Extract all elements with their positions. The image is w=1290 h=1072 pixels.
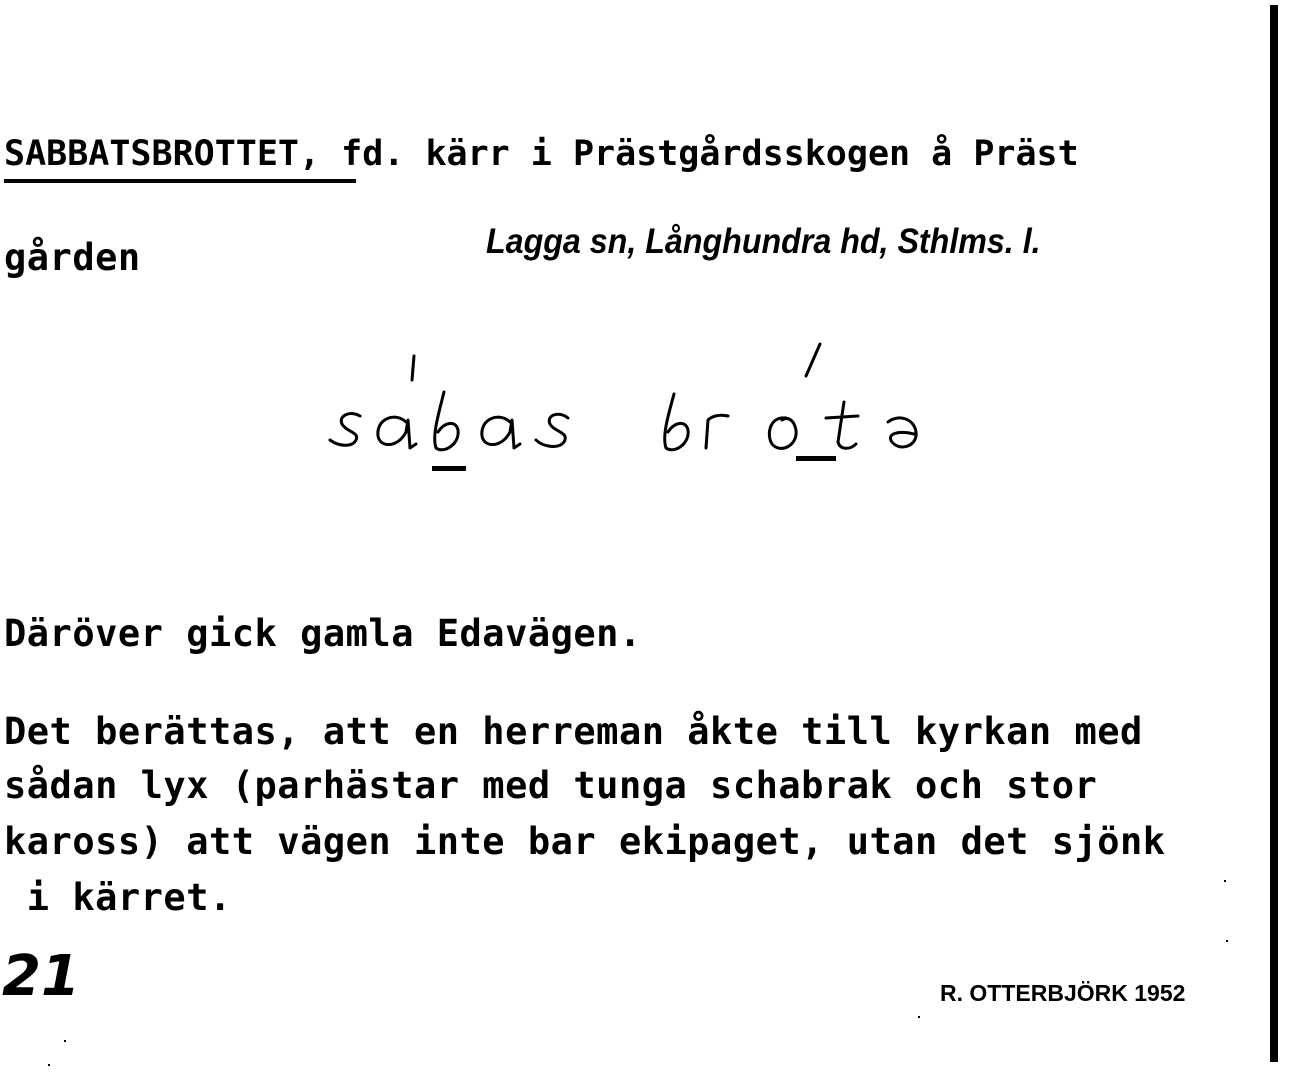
headword-line-2: gården <box>4 236 141 279</box>
body-line-1: Däröver gick gamla Edavägen. <box>4 612 642 655</box>
body-paragraph-line: sådan lyx (parhästar med tunga schabrak och stor <box>4 764 1098 807</box>
headword-line <box>4 134 1079 174</box>
scan-speck <box>918 1016 920 1018</box>
handwritten-number: 21 <box>2 944 80 1009</box>
body-paragraph-line: kaross) att vägen inte bar ekipaget, utan det sjönk <box>4 820 1166 863</box>
collector-stamp: R. OTTERBJÖRK 1952 <box>940 980 1186 1006</box>
body-paragraph-line: Det berättas, att en herreman åkte till kyrkan med <box>4 710 1143 753</box>
headword-description: , fd. kärr i Prästgårdsskogen å Präst <box>299 134 1079 174</box>
scan-speck <box>1224 880 1226 882</box>
scan-speck <box>1226 940 1228 942</box>
card-right-edge <box>1270 5 1278 1062</box>
scan-speck <box>48 1064 50 1066</box>
headword-underline <box>4 179 356 183</box>
phonetic-transcription <box>320 336 940 496</box>
body-paragraph-line: i kärret. <box>4 876 232 919</box>
location-stamp: Lagga sn, Långhundra hd, Sthlms. l. <box>486 222 1041 261</box>
headword: SABBATSBROTTET <box>4 134 300 174</box>
scan-speck <box>64 1040 66 1042</box>
